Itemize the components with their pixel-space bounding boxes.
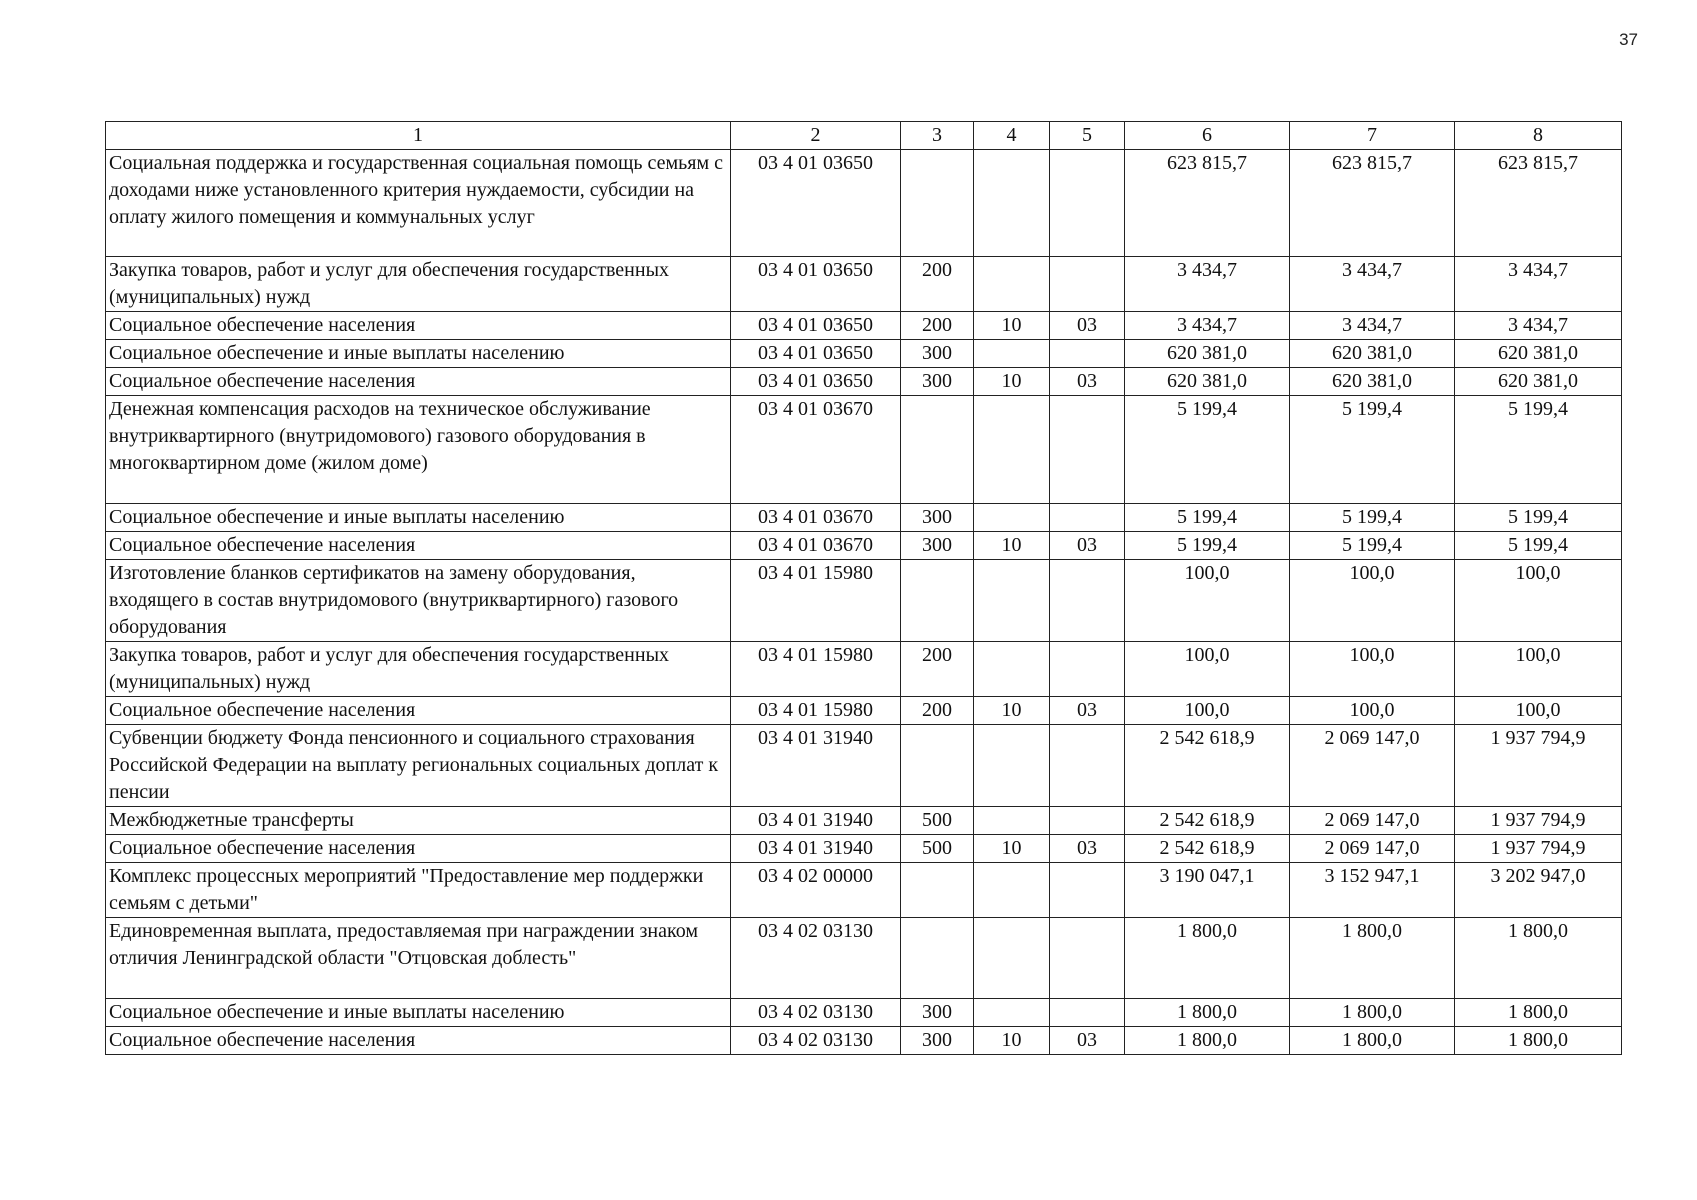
amount-cell: 3 434,7 (1125, 257, 1290, 312)
subsection-cell (1050, 504, 1125, 532)
item-name-cell: Социальное обеспечение и иные выплаты населению (106, 340, 731, 368)
expense-type-cell (901, 725, 974, 807)
subsection-cell: 03 (1050, 835, 1125, 863)
section-cell (974, 257, 1050, 312)
subsection-cell (1050, 918, 1125, 999)
column-header: 2 (731, 122, 901, 150)
item-name-cell: Комплекс процессных мероприятий "Предоставление мер поддержки семьям с детьми" (106, 863, 731, 918)
amount-cell: 3 434,7 (1290, 312, 1455, 340)
amount-cell: 2 542 618,9 (1125, 725, 1290, 807)
table-row (106, 368, 1622, 396)
amount-cell: 623 815,7 (1290, 150, 1455, 257)
subsection-cell: 03 (1050, 1027, 1125, 1055)
target-code-cell: 03 4 02 00000 (731, 863, 901, 918)
table-row (106, 697, 1622, 725)
table-row (106, 340, 1622, 368)
target-code-cell: 03 4 01 31940 (731, 835, 901, 863)
table-row (106, 863, 1622, 918)
target-code-cell: 03 4 02 03130 (731, 999, 901, 1027)
target-code-cell: 03 4 01 03650 (731, 150, 901, 257)
table-row (106, 835, 1622, 863)
target-code-cell: 03 4 01 03650 (731, 312, 901, 340)
amount-cell: 1 937 794,9 (1455, 835, 1622, 863)
table-row (106, 642, 1622, 697)
section-cell (974, 642, 1050, 697)
expense-type-cell: 300 (901, 368, 974, 396)
table-row (106, 504, 1622, 532)
subsection-cell (1050, 999, 1125, 1027)
table-row (106, 918, 1622, 999)
amount-cell: 1 800,0 (1455, 918, 1622, 999)
amount-cell: 1 800,0 (1125, 918, 1290, 999)
column-header: 4 (974, 122, 1050, 150)
amount-cell: 1 800,0 (1455, 999, 1622, 1027)
expense-type-cell: 200 (901, 697, 974, 725)
subsection-cell (1050, 150, 1125, 257)
table-row (106, 396, 1622, 504)
item-name-cell: Социальное обеспечение населения (106, 368, 731, 396)
section-cell (974, 150, 1050, 257)
amount-cell: 620 381,0 (1455, 340, 1622, 368)
amount-cell: 3 190 047,1 (1125, 863, 1290, 918)
column-header: 6 (1125, 122, 1290, 150)
amount-cell: 100,0 (1125, 697, 1290, 725)
section-cell (974, 725, 1050, 807)
header-row (106, 122, 1622, 150)
target-code-cell: 03 4 01 15980 (731, 560, 901, 642)
column-header: 8 (1455, 122, 1622, 150)
item-name-cell: Социальное обеспечение населения (106, 697, 731, 725)
item-name-cell: Изготовление бланков сертификатов на замену оборудования, входящего в состав внутридомового (внутриквартирного) газового оборудования (106, 560, 731, 642)
expense-type-cell: 300 (901, 532, 974, 560)
section-cell (974, 396, 1050, 504)
expense-type-cell: 500 (901, 835, 974, 863)
amount-cell: 2 069 147,0 (1290, 725, 1455, 807)
column-header: 1 (106, 122, 731, 150)
subsection-cell (1050, 340, 1125, 368)
section-cell (974, 340, 1050, 368)
item-name-cell: Социальное обеспечение и иные выплаты населению (106, 999, 731, 1027)
section-cell (974, 807, 1050, 835)
target-code-cell: 03 4 01 03670 (731, 396, 901, 504)
amount-cell: 2 542 618,9 (1125, 835, 1290, 863)
amount-cell: 3 434,7 (1455, 257, 1622, 312)
amount-cell: 1 937 794,9 (1455, 807, 1622, 835)
amount-cell: 620 381,0 (1455, 368, 1622, 396)
target-code-cell: 03 4 01 03670 (731, 504, 901, 532)
section-cell (974, 863, 1050, 918)
table-row (106, 1027, 1622, 1055)
item-name-cell: Субвенции бюджету Фонда пенсионного и социального страхования Российской Федерации на выплату региональных социальных доплат к пенсии (106, 725, 731, 807)
item-name-cell: Закупка товаров, работ и услуг для обеспечения государственных (муниципальных) нужд (106, 257, 731, 312)
subsection-cell: 03 (1050, 312, 1125, 340)
amount-cell: 100,0 (1125, 560, 1290, 642)
item-name-cell: Социальное обеспечение населения (106, 835, 731, 863)
budget-table (105, 121, 1622, 1055)
table-row (106, 807, 1622, 835)
amount-cell: 100,0 (1290, 697, 1455, 725)
amount-cell: 5 199,4 (1290, 504, 1455, 532)
table-row (106, 560, 1622, 642)
amount-cell: 3 202 947,0 (1455, 863, 1622, 918)
expense-type-cell (901, 863, 974, 918)
subsection-cell (1050, 725, 1125, 807)
table-row (106, 999, 1622, 1027)
amount-cell: 5 199,4 (1455, 396, 1622, 504)
amount-cell: 1 800,0 (1125, 999, 1290, 1027)
target-code-cell: 03 4 01 03650 (731, 257, 901, 312)
item-name-cell: Социальное обеспечение населения (106, 1027, 731, 1055)
subsection-cell (1050, 396, 1125, 504)
expense-type-cell: 300 (901, 999, 974, 1027)
amount-cell: 620 381,0 (1125, 368, 1290, 396)
subsection-cell (1050, 863, 1125, 918)
column-header: 3 (901, 122, 974, 150)
target-code-cell: 03 4 01 15980 (731, 697, 901, 725)
table-body (106, 122, 1622, 1055)
amount-cell: 1 937 794,9 (1455, 725, 1622, 807)
amount-cell: 100,0 (1455, 697, 1622, 725)
target-code-cell: 03 4 01 31940 (731, 807, 901, 835)
amount-cell: 620 381,0 (1290, 340, 1455, 368)
expense-type-cell (901, 918, 974, 999)
item-name-cell: Денежная компенсация расходов на техническое обслуживание внутриквартирного (внутридомового) газового оборудования в многоквартирном доме (жилом доме) (106, 396, 731, 504)
amount-cell: 100,0 (1290, 560, 1455, 642)
table-row (106, 257, 1622, 312)
expense-type-cell: 200 (901, 257, 974, 312)
expense-type-cell: 300 (901, 1027, 974, 1055)
subsection-cell: 03 (1050, 532, 1125, 560)
item-name-cell: Социальное обеспечение и иные выплаты населению (106, 504, 731, 532)
section-cell: 10 (974, 532, 1050, 560)
subsection-cell (1050, 642, 1125, 697)
section-cell (974, 504, 1050, 532)
section-cell: 10 (974, 835, 1050, 863)
column-header: 7 (1290, 122, 1455, 150)
amount-cell: 1 800,0 (1290, 1027, 1455, 1055)
expense-type-cell: 500 (901, 807, 974, 835)
amount-cell: 3 434,7 (1125, 312, 1290, 340)
expense-type-cell: 300 (901, 504, 974, 532)
amount-cell: 623 815,7 (1125, 150, 1290, 257)
subsection-cell: 03 (1050, 697, 1125, 725)
amount-cell: 3 152 947,1 (1290, 863, 1455, 918)
amount-cell: 620 381,0 (1290, 368, 1455, 396)
amount-cell: 5 199,4 (1125, 504, 1290, 532)
amount-cell: 5 199,4 (1290, 532, 1455, 560)
target-code-cell: 03 4 01 03650 (731, 340, 901, 368)
amount-cell: 5 199,4 (1290, 396, 1455, 504)
item-name-cell: Социальная поддержка и государственная социальная помощь семьям с доходами ниже установленного критерия нуждаемости, субсидии на оплату жилого помещения и коммунальных услуг (106, 150, 731, 257)
amount-cell: 5 199,4 (1125, 396, 1290, 504)
amount-cell: 100,0 (1290, 642, 1455, 697)
expense-type-cell (901, 396, 974, 504)
item-name-cell: Межбюджетные трансферты (106, 807, 731, 835)
subsection-cell (1050, 257, 1125, 312)
amount-cell: 620 381,0 (1125, 340, 1290, 368)
target-code-cell: 03 4 01 31940 (731, 725, 901, 807)
amount-cell: 100,0 (1455, 560, 1622, 642)
table-row (106, 532, 1622, 560)
item-name-cell: Социальное обеспечение населения (106, 312, 731, 340)
expense-type-cell: 300 (901, 340, 974, 368)
target-code-cell: 03 4 02 03130 (731, 918, 901, 999)
expense-type-cell (901, 560, 974, 642)
amount-cell: 3 434,7 (1455, 312, 1622, 340)
amount-cell: 2 069 147,0 (1290, 835, 1455, 863)
target-code-cell: 03 4 01 03670 (731, 532, 901, 560)
table-row (106, 150, 1622, 257)
expense-type-cell: 200 (901, 312, 974, 340)
subsection-cell: 03 (1050, 368, 1125, 396)
target-code-cell: 03 4 02 03130 (731, 1027, 901, 1055)
amount-cell: 5 199,4 (1125, 532, 1290, 560)
amount-cell: 5 199,4 (1455, 504, 1622, 532)
amount-cell: 100,0 (1455, 642, 1622, 697)
target-code-cell: 03 4 01 03650 (731, 368, 901, 396)
amount-cell: 1 800,0 (1455, 1027, 1622, 1055)
column-header: 5 (1050, 122, 1125, 150)
table-row (106, 312, 1622, 340)
subsection-cell (1050, 560, 1125, 642)
expense-type-cell (901, 150, 974, 257)
item-name-cell: Социальное обеспечение населения (106, 532, 731, 560)
target-code-cell: 03 4 01 15980 (731, 642, 901, 697)
section-cell: 10 (974, 368, 1050, 396)
expense-type-cell: 200 (901, 642, 974, 697)
subsection-cell (1050, 807, 1125, 835)
section-cell: 10 (974, 1027, 1050, 1055)
amount-cell: 623 815,7 (1455, 150, 1622, 257)
item-name-cell: Закупка товаров, работ и услуг для обеспечения государственных (муниципальных) нужд (106, 642, 731, 697)
amount-cell: 3 434,7 (1290, 257, 1455, 312)
section-cell (974, 560, 1050, 642)
section-cell: 10 (974, 697, 1050, 725)
section-cell: 10 (974, 312, 1050, 340)
page-number: 37 (1619, 30, 1638, 49)
section-cell (974, 999, 1050, 1027)
amount-cell: 1 800,0 (1290, 918, 1455, 999)
section-cell (974, 918, 1050, 999)
amount-cell: 5 199,4 (1455, 532, 1622, 560)
amount-cell: 2 069 147,0 (1290, 807, 1455, 835)
amount-cell: 1 800,0 (1290, 999, 1455, 1027)
amount-cell: 100,0 (1125, 642, 1290, 697)
amount-cell: 2 542 618,9 (1125, 807, 1290, 835)
table-row (106, 725, 1622, 807)
amount-cell: 1 800,0 (1125, 1027, 1290, 1055)
item-name-cell: Единовременная выплата, предоставляемая при награждении знаком отличия Ленинградской области "Отцовская доблесть" (106, 918, 731, 999)
